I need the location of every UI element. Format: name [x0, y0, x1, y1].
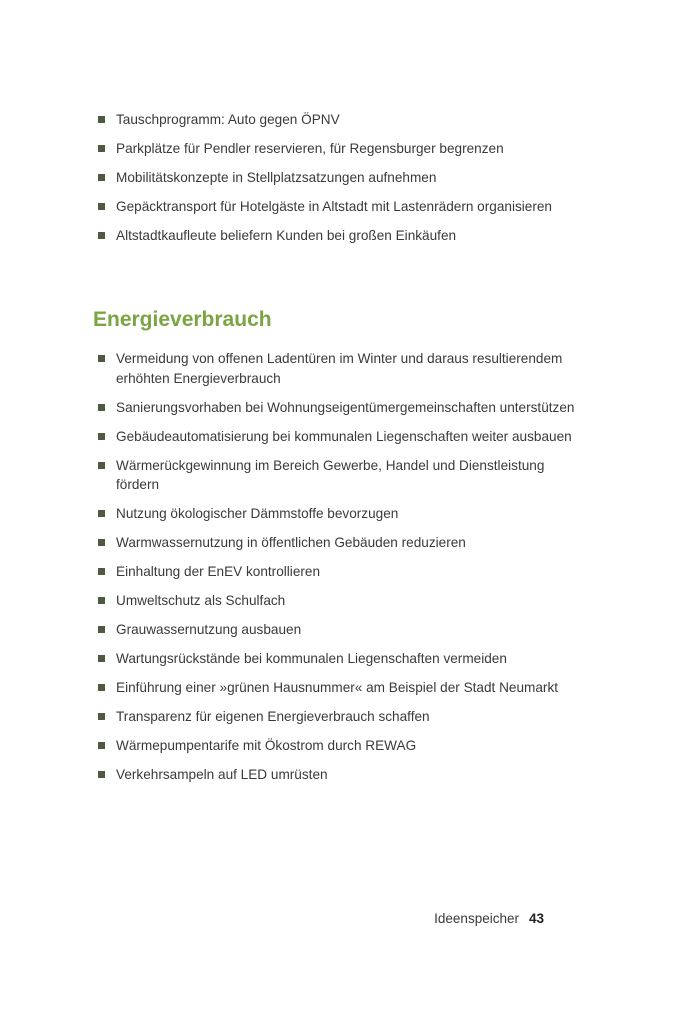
- list-item: [98, 649, 578, 669]
- energy-bullet-list: [98, 349, 578, 794]
- list-item: [98, 456, 578, 495]
- list-item: [98, 139, 578, 159]
- list-item: [98, 349, 578, 388]
- list-item-text: Gebäudeautomatisierung bei kommunalen Liegenschaften weiter ausbauen: [116, 428, 572, 444]
- list-item-text: Altstadtkaufleute beliefern Kunden bei großen Einkäufen: [116, 228, 457, 243]
- list-item: [98, 168, 578, 188]
- bullet-square-icon: [98, 626, 105, 633]
- bullet-square-icon: [98, 597, 105, 604]
- list-item: [98, 707, 578, 727]
- list-item-text: Wärmepumpentarife mit Ökostrom durch REWAG: [116, 738, 417, 753]
- list-item-text: Einführung einer »grünen Hausnummer« am Beispiel der Stadt Neumarkt: [116, 680, 559, 695]
- list-item-text: Vermeidung von offenen Ladentüren im Winter und daraus resultierendem erhöhten Energieverbrauch: [116, 351, 563, 386]
- bullet-square-icon: [98, 232, 105, 239]
- list-item: [98, 678, 578, 698]
- bullet-square-icon: [98, 539, 105, 546]
- bullet-square-icon: [98, 404, 105, 411]
- list-item-text: Wartungsrückstände bei kommunalen Liegenschaften vermeiden: [116, 651, 507, 666]
- bullet-square-icon: [98, 145, 105, 152]
- list-item-text: Warmwassernutzung in öffentlichen Gebäuden reduzieren: [116, 535, 466, 550]
- top-bullet-list: [98, 110, 578, 255]
- list-item-text: Umweltschutz als Schulfach: [116, 593, 286, 608]
- list-item: [98, 504, 578, 524]
- list-item: [98, 736, 578, 756]
- list-item-text: Tauschprogramm: Auto gegen ÖPNV: [116, 112, 340, 127]
- list-item-text: Parkplätze für Pendler reservieren, für Regensburger begrenzen: [116, 141, 504, 156]
- list-item-text: Verkehrsampeln auf LED umrüsten: [116, 767, 328, 782]
- bullet-square-icon: [98, 684, 105, 691]
- bullet-square-icon: [98, 655, 105, 662]
- bullet-square-icon: [98, 433, 105, 440]
- bullet-square-icon: [98, 771, 105, 778]
- section-heading: Energieverbrauch: [93, 308, 272, 331]
- bullet-square-icon: [98, 174, 105, 181]
- page-number: 43: [528, 911, 544, 926]
- bullet-square-icon: [98, 742, 105, 749]
- list-item-text: Transparenz für eigenen Energieverbrauch schaffen: [116, 709, 430, 724]
- bullet-square-icon: [98, 568, 105, 575]
- footer-label: Ideenspeicher: [434, 911, 519, 926]
- bullet-square-icon: [98, 203, 105, 210]
- bullet-square-icon: [98, 510, 105, 517]
- list-item-text: Mobilitätskonzepte in Stellplatzsatzungen aufnehmen: [116, 170, 437, 185]
- list-item: [98, 427, 578, 447]
- bullet-square-icon: [98, 462, 105, 469]
- list-item-text: Gepäcktransport für Hotelgäste in Altstadt mit Lastenrädern organisieren: [116, 199, 552, 214]
- list-item-text: Grauwassernutzung ausbauen: [116, 622, 302, 637]
- list-item: [98, 533, 578, 553]
- list-item: [98, 765, 578, 785]
- list-item: [98, 110, 578, 130]
- list-item-text: Einhaltung der EnEV kontrollieren: [116, 564, 321, 579]
- list-item: [98, 398, 578, 418]
- bullet-square-icon: [98, 713, 105, 720]
- list-item: [98, 591, 578, 611]
- list-item: [98, 226, 578, 246]
- bullet-square-icon: [98, 116, 105, 123]
- list-item-text: Nutzung ökologischer Dämmstoffe bevorzugen: [116, 506, 399, 521]
- list-item: [98, 620, 578, 640]
- list-item-text: Wärmerückgewinnung im Bereich Gewerbe, Handel und Dienstleistung fördern: [116, 457, 545, 492]
- list-item: [98, 562, 578, 582]
- list-item: [98, 197, 578, 217]
- list-item-text: Sanierungsvorhaben bei Wohnungseigentümergemeinschaften unterstützen: [116, 399, 575, 415]
- page-footer: [434, 909, 544, 929]
- bullet-square-icon: [98, 355, 105, 362]
